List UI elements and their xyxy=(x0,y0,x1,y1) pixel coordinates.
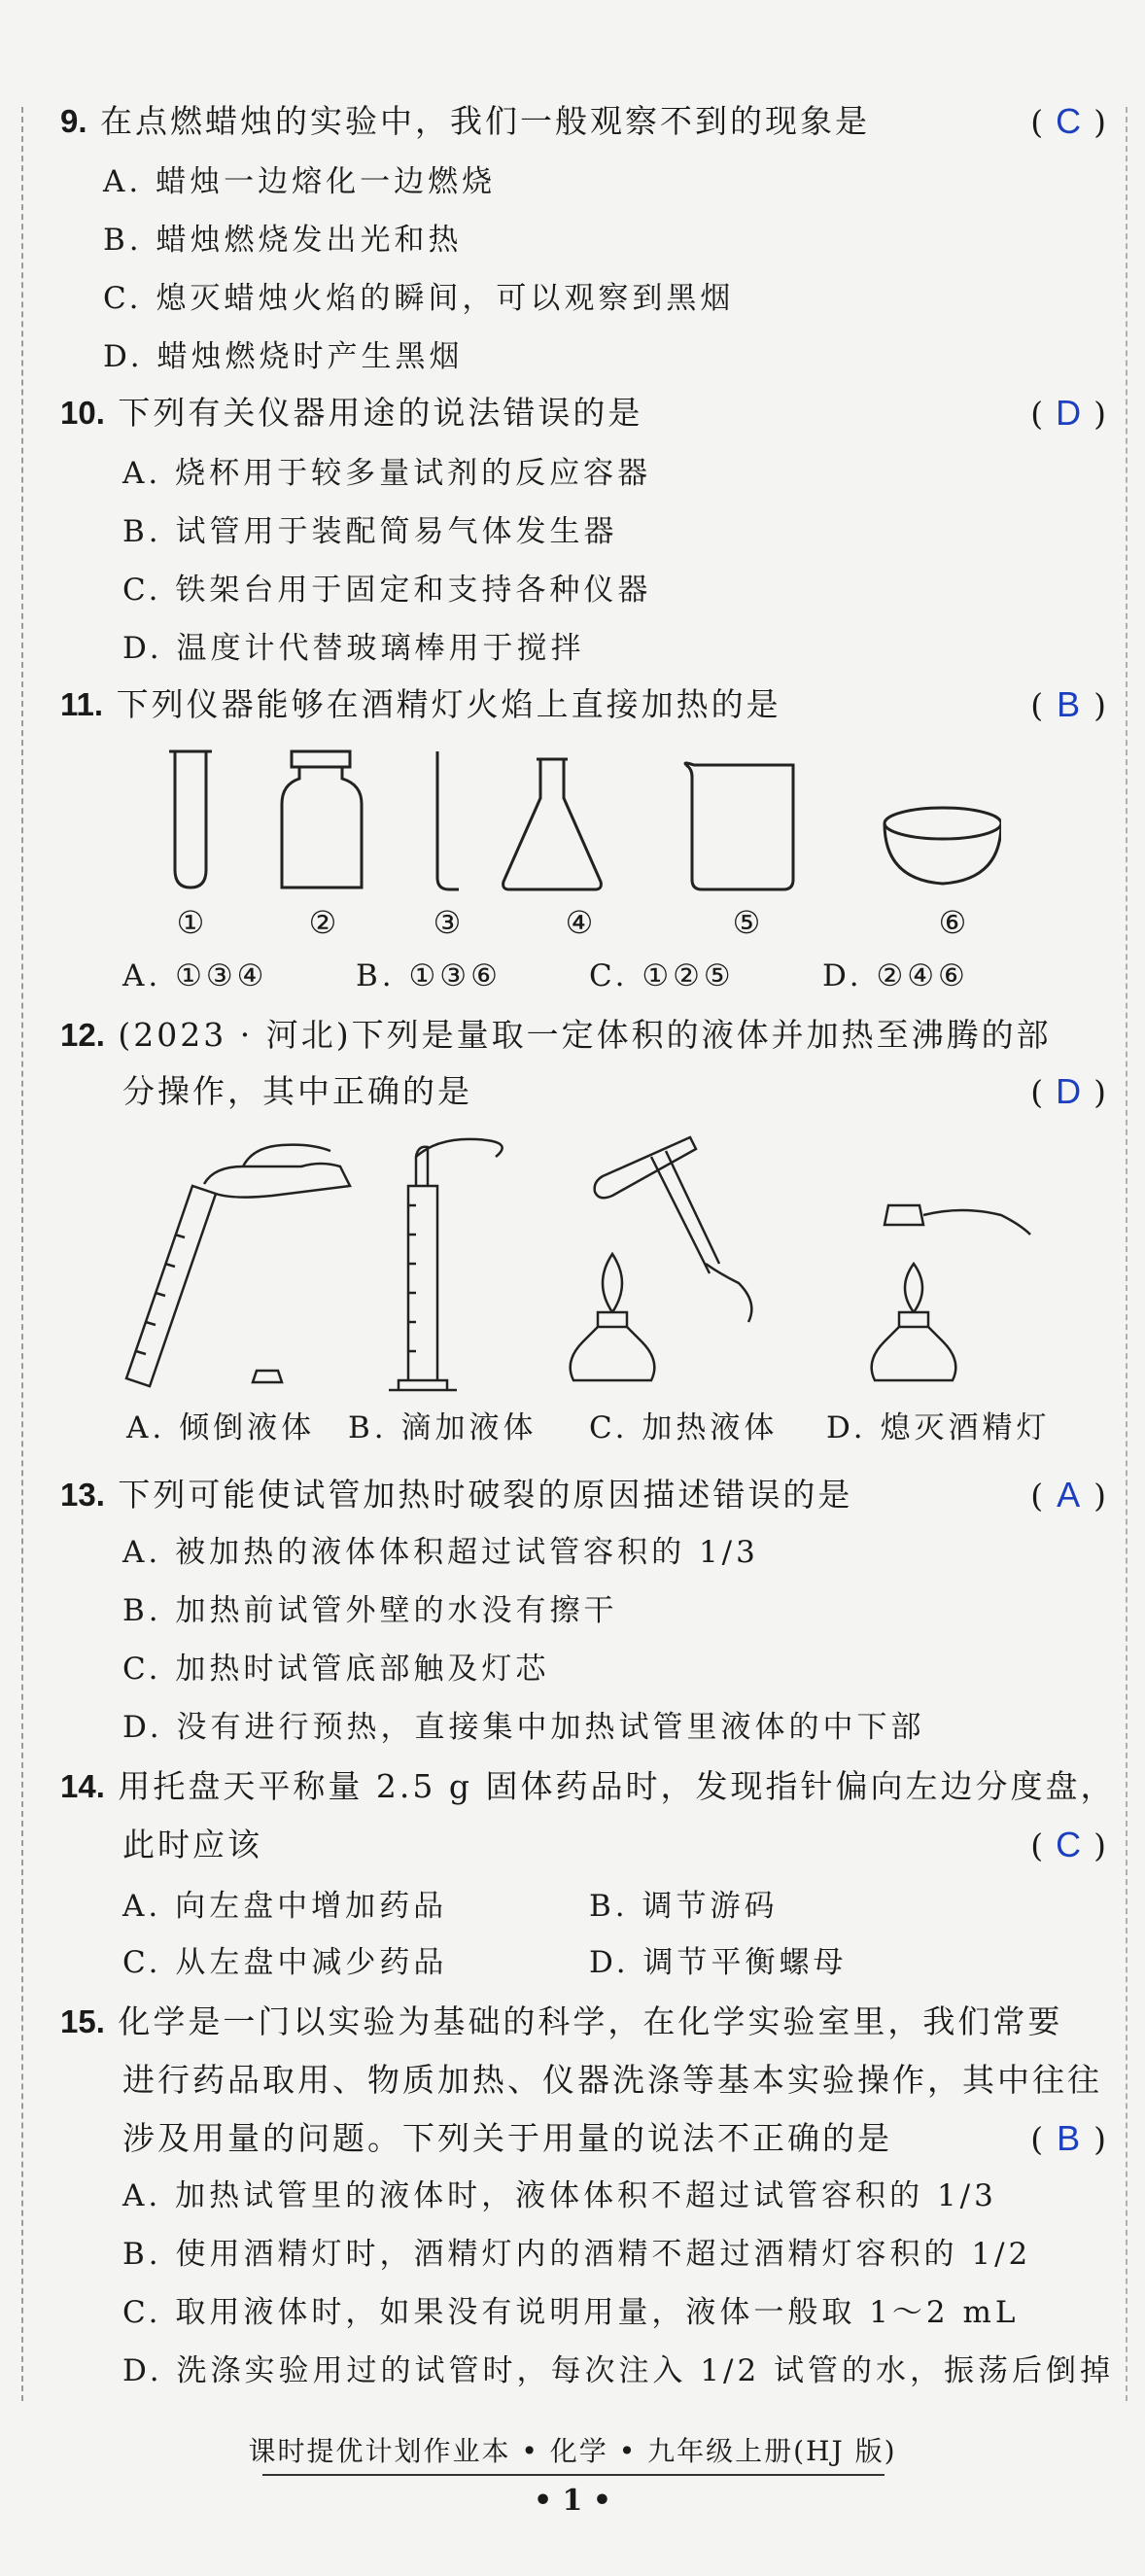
question-number: 15. xyxy=(60,2003,105,2039)
question-text: 化学是一门以实验为基础的科学，在化学实验室里，我们常要 xyxy=(118,2002,1063,2040)
pouring-liquid-illustration xyxy=(126,1145,350,1386)
question-14-stem-line2: 此时应该 xyxy=(122,1826,262,1863)
left-dashed-border xyxy=(21,107,23,2401)
dropping-liquid-illustration xyxy=(389,1139,503,1390)
question-10-option-b: B. 试管用于装配简易气体发生器 xyxy=(122,514,618,549)
question-10-option-c: C. 铁架台用于固定和支持各种仪器 xyxy=(122,573,652,608)
heating-liquid-illustration xyxy=(571,1137,752,1380)
question-13-answer: ( A ) xyxy=(1030,1475,1106,1514)
lab-apparatus-figure xyxy=(146,744,1001,899)
question-14-option-d: D. 调节平衡螺母 xyxy=(589,1945,848,1980)
question-15-stem-line3: 涉及用量的问题。下列关于用量的说法不正确的是 xyxy=(122,2119,892,2157)
question-9-stem xyxy=(60,102,870,141)
question-number: 11. xyxy=(60,686,104,722)
question-text: 下列仪器能够在酒精灯火焰上直接加热的是 xyxy=(116,685,781,723)
question-14-option-b: B. 调节游码 xyxy=(589,1889,779,1924)
question-number: 10. xyxy=(60,395,105,431)
figure-label-5: ⑤ xyxy=(732,904,761,941)
question-text: (2023 · 河北)下列是量取一定体积的液体并加热至沸腾的部 xyxy=(118,1016,1052,1054)
question-9-option-d: D. 蜡烛燃烧时产生黑烟 xyxy=(103,339,464,374)
question-9-option-c: C. 熄灭蜡烛火焰的瞬间，可以观察到黑烟 xyxy=(103,281,735,316)
question-10-answer: ( D ) xyxy=(1030,393,1106,433)
question-14-answer: ( C ) xyxy=(1030,1825,1106,1864)
question-12-option-c: C. 加热液体 xyxy=(589,1410,779,1445)
question-9-option-a: A. 蜡烛一边熔化一边燃烧 xyxy=(103,164,497,199)
question-10-option-d: D. 温度计代替玻璃棒用于搅拌 xyxy=(122,631,585,666)
figure-label-1: ① xyxy=(176,904,205,941)
footer-book-title: 课时提优计划作业本 • 化学 • 九年级上册(HJ 版) xyxy=(248,2435,897,2467)
question-10-stem xyxy=(60,394,642,433)
extinguish-lamp-illustration xyxy=(872,1205,1030,1380)
answer-letter: C xyxy=(1056,1825,1082,1864)
lab-operations-figure xyxy=(107,1128,1040,1400)
answer-letter: A xyxy=(1057,1475,1081,1514)
question-13-option-d: D. 没有进行预热，直接集中加热试管里液体的中下部 xyxy=(122,1710,925,1745)
question-11-stem xyxy=(60,685,781,724)
question-text: 下列有关仪器用途的说法错误的是 xyxy=(118,394,643,432)
question-15-option-c: C. 取用液体时，如果没有说明用量，液体一般取 1～2 mL xyxy=(122,2295,1020,2330)
question-14-option-c: C. 从左盘中减少药品 xyxy=(122,1945,448,1980)
question-12-option-a: A. 倾倒液体 xyxy=(126,1410,316,1445)
question-text: 在点燃蜡烛的实验中，我们一般观察不到的现象是 xyxy=(100,102,871,140)
question-15-option-a: A. 加热试管里的液体时，液体体积不超过试管容积的 1/3 xyxy=(122,2178,997,2213)
question-13-stem xyxy=(60,1476,852,1514)
question-text: 用托盘天平称量 2.5 g 固体药品时，发现指针偏向左边分度盘， xyxy=(118,1767,1116,1805)
question-text: 下列可能使试管加热时破裂的原因描述错误的是 xyxy=(118,1476,853,1514)
question-12-answer: ( D ) xyxy=(1030,1071,1106,1111)
question-11-option-b: B. ①③⑥ xyxy=(356,958,502,993)
glass-rod-icon xyxy=(437,751,459,889)
question-11-option-a: A. ①③④ xyxy=(122,958,268,993)
footer-divider xyxy=(262,2474,885,2476)
figure-label-3: ③ xyxy=(433,904,462,941)
question-12-option-b: B. 滴加液体 xyxy=(348,1410,538,1445)
answer-letter: B xyxy=(1057,684,1081,724)
question-number: 13. xyxy=(60,1477,105,1513)
right-dashed-border xyxy=(1126,107,1128,2401)
question-13-option-a: A. 被加热的液体体积超过试管容积的 1/3 xyxy=(122,1535,759,1570)
answer-letter: D xyxy=(1056,393,1082,433)
question-12-stem-line1 xyxy=(60,1016,1052,1055)
question-12-option-d: D. 熄灭酒精灯 xyxy=(826,1410,1051,1445)
figure-label-6: ⑥ xyxy=(938,904,967,941)
question-15-option-b: B. 使用酒精灯时，酒精灯内的酒精不超过酒精灯容积的 1/2 xyxy=(122,2237,1032,2272)
answer-letter: B xyxy=(1057,2118,1081,2158)
question-13-option-b: B. 加热前试管外壁的水没有擦干 xyxy=(122,1593,618,1628)
question-number: 12. xyxy=(60,1017,105,1053)
question-number: 9. xyxy=(60,103,87,139)
question-12-stem-line2: 分操作，其中正确的是 xyxy=(122,1072,472,1110)
question-14-stem-line1 xyxy=(60,1767,1115,1806)
question-14-option-a: A. 向左盘中增加药品 xyxy=(122,1889,448,1924)
beaker-icon xyxy=(685,763,793,889)
evaporating-dish-icon xyxy=(885,808,1001,884)
figure-label-4: ④ xyxy=(565,904,594,941)
question-number: 14. xyxy=(60,1768,105,1804)
question-11-option-c: C. ①②⑤ xyxy=(589,958,735,993)
question-9-answer: ( C ) xyxy=(1030,101,1106,141)
question-15-option-d: D. 洗涤实验用过的试管时，每次注入 1/2 试管的水，振荡后倒掉 xyxy=(122,2353,1115,2388)
page-number: • 1 • xyxy=(533,2484,612,2518)
question-9-option-b: B. 蜡烛燃烧发出光和热 xyxy=(103,223,463,258)
question-13-option-c: C. 加热时试管底部触及灯芯 xyxy=(122,1652,550,1687)
question-11-option-d: D. ②④⑥ xyxy=(822,958,969,993)
question-10-option-a: A. 烧杯用于较多量试剂的反应容器 xyxy=(122,456,652,491)
question-15-stem-line2: 进行药品取用、物质加热、仪器洗涤等基本实验操作，其中往往 xyxy=(122,2061,1102,2099)
question-15-answer: ( B ) xyxy=(1030,2118,1106,2158)
figure-label-2: ② xyxy=(308,904,337,941)
conical-flask-icon xyxy=(503,759,602,889)
reagent-bottle-icon xyxy=(282,751,362,888)
answer-letter: D xyxy=(1056,1071,1082,1111)
question-15-stem-line1 xyxy=(60,2002,1062,2041)
answer-letter: C xyxy=(1056,101,1082,141)
question-11-answer: ( B ) xyxy=(1030,684,1106,724)
test-tube-icon xyxy=(169,751,212,888)
